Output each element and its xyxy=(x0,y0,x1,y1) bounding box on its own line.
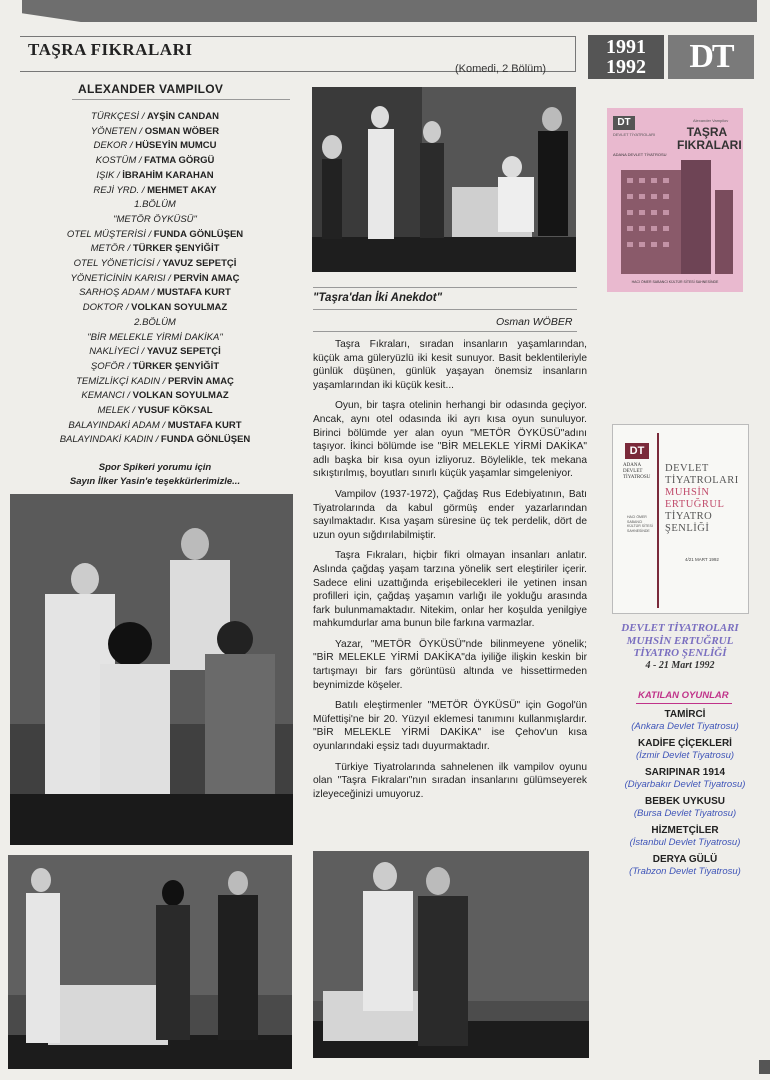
credit-role: 2.BÖLÜM xyxy=(134,316,176,328)
article-author: Osman WÖBER xyxy=(496,316,573,328)
play-item xyxy=(610,766,760,791)
play-name: SARIPINAR 1914 xyxy=(644,767,726,778)
play-item xyxy=(610,708,760,733)
poster-title xyxy=(677,125,742,152)
festival-dt-logo: DT xyxy=(625,443,649,459)
credit-row xyxy=(20,389,290,404)
credit-name: HÜSEYİN MUMCU xyxy=(135,140,217,152)
credit-name: AYŞİN CANDAN xyxy=(146,111,219,122)
credit-name: FUNDA GÖNLÜŞEN xyxy=(153,228,244,240)
credit-role: 1.BÖLÜM xyxy=(134,199,176,211)
festival-poster xyxy=(612,424,749,614)
play-item xyxy=(610,853,760,878)
credit-row xyxy=(20,184,290,199)
article-rule-mid xyxy=(313,309,577,310)
credit-role: "BİR MELEKLE YİRMİ DAKİKA" xyxy=(87,331,223,343)
credit-role: BALAYINDAKİ KADIN / xyxy=(59,434,159,446)
credit-row xyxy=(20,257,290,272)
credit-row xyxy=(20,301,290,316)
credit-row xyxy=(20,345,290,360)
play-theatre: (Bursa Devlet Tiyatrosu) xyxy=(633,808,737,819)
article-rule-top xyxy=(313,287,577,288)
article-title: "Taşra'dan İki Anekdot" xyxy=(313,292,443,304)
article-paragraph: Vampilov (1937-1972), Çağdaş Rus Edebiyatının, Batı Tiyatrolarında da kabul görmüş ender yazarlarından sayılmaktadır. Kısa yaşam süresine üç tek perdelik, dört de uzun oyun sığdırılabilmiştir. xyxy=(313,488,587,541)
play-name: KADİFE ÇİÇEKLERİ xyxy=(638,738,732,749)
play-item xyxy=(610,824,760,849)
credit-row xyxy=(20,154,290,169)
credit-role: DOKTOR / xyxy=(82,302,129,314)
credit-row xyxy=(20,125,290,140)
festival-info-dates: 4 - 21 Mart 1992 xyxy=(645,659,715,671)
article-paragraph: Taşra Fıkraları, hiçbir fikri olmayan insanları anlatır. Aslında çağdaş yaşam tarzına yönelik sert eleştiriler içerir. Sadece elini uzattığında erişebilecekleri ile yetinen insan profilleri için, çağdaş yaşamın varlığı ile yokluğu arasında fark bulunmamaktadır. Nitekim, onlar her koşulda yenilgiye mahkumdurlar ama bunun bile farkına varmazlar. xyxy=(313,550,587,630)
festival-left-text: ADANA DEVLET TİYATROSU xyxy=(623,463,651,480)
plays-header: KATILAN OYUNLAR xyxy=(638,690,729,701)
festival-line-1: DEVLET xyxy=(665,463,709,474)
credit-name: MUSTAFA KURT xyxy=(167,419,242,431)
festival-divider xyxy=(657,433,659,608)
stage-photo-left-large xyxy=(10,494,293,845)
credit-name: TÜRKER ŞENYİĞİT xyxy=(132,360,220,372)
play-item xyxy=(610,795,760,820)
credit-name: PERVİN AMAÇ xyxy=(173,272,240,284)
dt-logo: DT xyxy=(668,35,754,79)
credit-row xyxy=(20,433,290,448)
festival-info-line-1: DEVLET TİYATROLARI xyxy=(621,622,739,634)
poster-title-2: FIKRALARI xyxy=(677,138,742,152)
credit-row xyxy=(20,375,290,390)
credit-role: OTEL MÜŞTERİSİ / xyxy=(66,228,152,240)
poster-theatre: ADANA DEVLET TİYATROSU xyxy=(613,152,667,157)
credit-row xyxy=(20,242,290,257)
stage-photo-bottom-left xyxy=(8,855,292,1069)
plays-header-underline xyxy=(636,703,732,704)
article-rule-bottom xyxy=(313,331,577,332)
festival-line-4: ERTUĞRUL xyxy=(665,499,725,510)
stage-photo-top xyxy=(312,87,576,272)
play-theatre: (Ankara Devlet Tiyatrosu) xyxy=(631,721,739,732)
festival-poster-dates: 4/21 MART 1992 xyxy=(685,557,719,562)
genre-label: (Komedi, 2 Bölüm) xyxy=(455,63,547,75)
credit-row xyxy=(20,331,290,346)
building-illustration xyxy=(621,160,733,274)
plays-list xyxy=(610,708,760,882)
article-paragraph: Yazar, "METÖR ÖYKÜSÜ"nde bilinmeyene yönelik; "BİR MELEKLE YİRMİ DAKİKA"da iyiliğe ilişkin keskin bir tartışmayı bir fars görüntüsü altında ve hissettirmeden beynimizde köşeler. xyxy=(313,638,587,691)
play-name: BEBEK UYKUSU xyxy=(644,796,725,807)
credit-role: MELEK / xyxy=(97,405,135,417)
credit-name: PERVİN AMAÇ xyxy=(167,375,234,387)
author-name: ALEXANDER VAMPILOV xyxy=(78,82,224,96)
play-name: HİZMETÇİLER xyxy=(651,825,719,836)
play-theatre: (İstanbul Devlet Tiyatrosu) xyxy=(629,837,741,848)
credit-name: VOLKAN SOYULMAZ xyxy=(132,390,229,402)
festival-side-small: HACI ÖMER SABANCI KÜLTÜR SİTESİ SAHNESİNDE xyxy=(627,515,653,533)
article-paragraph: Batılı eleştirmenler "METÖR ÖYKÜSÜ" için Gogol'ün Müfettişi'ne bir 20. Yüzyıl eklemesi tanımını kullanmışlardır. "BİR MELEKLE YİRMİ DAKİKA" ise Çehov'un kısa oyunlarındaki eşsiz tadı duyurmaktadır. xyxy=(313,700,587,753)
credit-role: ŞOFÖR / xyxy=(90,360,130,372)
credit-row xyxy=(20,198,290,213)
festival-info xyxy=(600,622,760,672)
credit-name: YUSUF KÖKSAL xyxy=(137,405,213,417)
credit-role: BALAYINDAKİ ADAM / xyxy=(68,419,166,431)
credit-name: OSMAN WÖBER xyxy=(144,125,220,137)
thanks-note xyxy=(20,461,290,489)
play-name: DERYA GÜLÜ xyxy=(652,854,718,865)
credit-row xyxy=(20,419,290,434)
credit-row xyxy=(20,169,290,184)
credit-row xyxy=(20,110,290,125)
festival-info-line-2: MUHSİN ERTUĞRUL xyxy=(626,634,734,647)
credit-name: YAVUZ SEPETÇİ xyxy=(162,258,237,270)
poster-dt-logo: DT xyxy=(613,116,635,130)
festival-line-3: MUHSİN xyxy=(665,487,710,498)
credit-row xyxy=(20,272,290,287)
credit-name: MUSTAFA KURT xyxy=(156,287,231,299)
credit-row xyxy=(20,139,290,154)
credit-name: İBRAHİM KARAHAN xyxy=(122,169,214,181)
festival-line-5: TİYATRO xyxy=(665,511,713,522)
credit-row xyxy=(20,404,290,419)
credit-role: OTEL YÖNETİCİSİ / xyxy=(73,258,160,270)
festival-poster-title xyxy=(665,463,739,535)
credit-row xyxy=(20,316,290,331)
credit-role: KOSTÜM / xyxy=(95,155,142,167)
season-badge xyxy=(588,34,758,80)
play-theatre: (İzmir Devlet Tiyatrosu) xyxy=(635,750,735,761)
credit-role: DEKOR / xyxy=(93,140,133,152)
poster-footer: HACI ÖMER SABANCI KÜLTÜR SİTESİ SAHNESİNDE xyxy=(631,280,719,284)
thanks-line-1: Spor Spikeri yorumu için xyxy=(98,462,212,473)
credit-row xyxy=(20,228,290,243)
festival-line-6: ŞENLİĞİ xyxy=(665,523,710,534)
festival-info-line-3: TİYATRO ŞENLİĞİ xyxy=(633,647,727,659)
credit-role: "METÖR ÖYKÜSÜ" xyxy=(113,213,197,225)
credit-role: SARHOŞ ADAM / xyxy=(79,287,155,299)
credit-name: MEHMET AKAY xyxy=(147,184,217,196)
credits-list xyxy=(20,110,290,448)
stage-photo-bottom-right xyxy=(313,851,589,1058)
credit-role: YÖNETEN / xyxy=(90,125,143,137)
poster-small-right: Alexander Vampilov xyxy=(693,118,729,123)
poster-title-1: TAŞRA xyxy=(686,125,728,139)
credit-role: NAKLİYECİ / xyxy=(89,346,145,358)
credit-name: FUNDA GÖNLÜŞEN xyxy=(160,434,251,446)
page-edge-marker xyxy=(759,1060,770,1074)
play-title: TAŞRA FIKRALARI xyxy=(28,40,193,59)
poster-small-left: DEVLET TİYATROLARI xyxy=(613,132,656,137)
article-paragraph: Taşra Fıkraları, sıradan insanların yaşamlarından, küçük ama güleryüzlü iki kesit sunuyor. Basit beklentileriyle günlük düşünen, günlük yaşayan önemsiz insanların yaşamlarından iki küçük kesit... xyxy=(313,339,587,391)
article-paragraph: Türkiye Tiyatrolarında sahnelenen ilk vampilov oyunu olan "Taşra Fıkraları"nın sıradan insanlarını gülümseyerek izleyeceğinizi umuyoruz. xyxy=(313,761,587,800)
festival-line-2: TİYATROLARI xyxy=(665,475,739,486)
credit-row xyxy=(20,286,290,301)
credit-name: FATMA GÖRGÜ xyxy=(144,155,215,167)
article-body xyxy=(313,338,587,808)
credit-role: KEMANCI / xyxy=(81,390,130,402)
credit-role: TEMİZLİKÇİ KADIN / xyxy=(76,375,166,387)
play-name: TAMİRCİ xyxy=(664,709,706,720)
play-theatre: (Diyarbakır Devlet Tiyatrosu) xyxy=(624,779,746,790)
year-top: 1991 xyxy=(606,36,646,58)
credit-role: IŞIK / xyxy=(96,169,120,181)
credit-role: REJİ YRD. / xyxy=(93,184,145,196)
season-years xyxy=(588,35,664,79)
play-item xyxy=(610,737,760,762)
thanks-line-2: Sayın İlker Yasin'e teşekkürlerimizle... xyxy=(69,476,241,487)
credit-name: YAVUZ SEPETÇİ xyxy=(146,346,221,358)
credit-role: YÖNETİCİNİN KARISI / xyxy=(70,272,171,284)
play-poster xyxy=(607,108,743,292)
play-theatre: (Trabzon Devlet Tiyatrosu) xyxy=(629,866,741,877)
author-underline xyxy=(72,99,290,100)
credit-row xyxy=(20,213,290,228)
credit-name: TÜRKER ŞENYİĞİT xyxy=(132,243,220,255)
year-bottom: 1992 xyxy=(606,56,646,78)
top-gray-bar xyxy=(22,0,757,22)
credit-name: VOLKAN SOYULMAZ xyxy=(131,302,228,314)
credit-row xyxy=(20,360,290,375)
article-paragraph: Oyun, bir taşra otelinin herhangi bir odasında geçiyor. Ancak, aynı otel odasında iki ayrı kısa oyun sunuluyor. Birinci bölümde yer alan oyun "METÖR ÖYKÜSÜ"adını taşıyor. İkinci bölümde ise "BİR MELEKLE YİRMİ DAKİKA" adlı başka bir kısa oyun izliyoruz. Böylelikle, tek mekana sıkıştırılmış, boyutları sınırlı küçük yaşamlar simgeleniyor. xyxy=(313,400,587,480)
credit-role: METÖR / xyxy=(90,243,131,255)
credit-role: TÜRKÇESİ / xyxy=(91,111,145,122)
